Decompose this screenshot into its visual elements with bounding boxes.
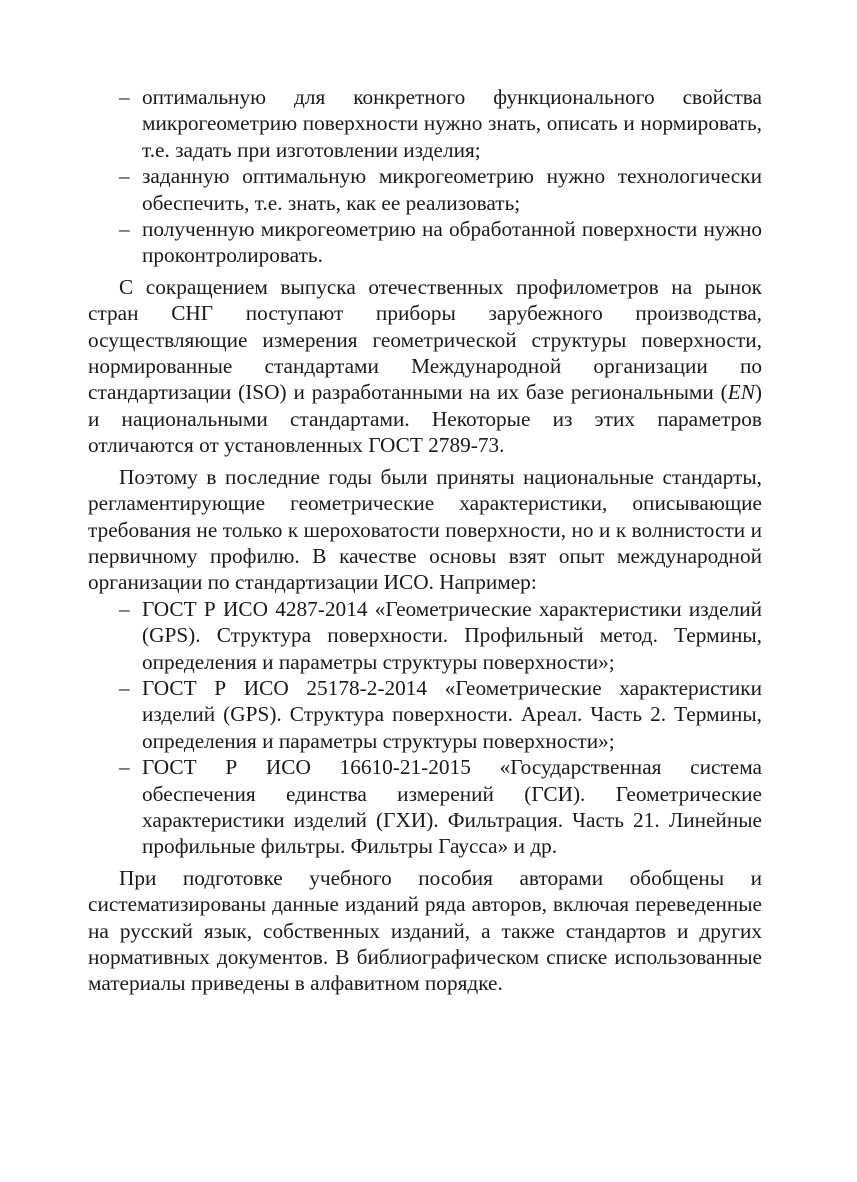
standards-list (88, 596, 762, 860)
list-item-text: полученную микрогеометрию на обработанной поверхности нужно проконтролировать. (142, 217, 762, 268)
paragraph-italic: EN (727, 380, 755, 405)
list-item (88, 675, 762, 754)
paragraph-standards: Поэтому в последние годы были приняты национальные стандарты, регламентирующие геометрические характеристики, описывающие требования не только к шероховатости поверхности, но и к волнистости и первичному профилю. В качестве основы взят опыт международной организации по стандартизации ИСО. Например: (88, 464, 762, 595)
list-dash: – (119, 755, 130, 780)
list-item-text: оптимальную для конкретного функционального свойства микрогеометрию поверхности нужно знать, описать и нормировать, т.е. задать при изготовлении изделия; (142, 85, 762, 162)
list-item-text: ГОСТ Р ИСО 4287-2014 «Геометрические характеристики изделий (GPS). Структура поверхности. Профильный метод. Термины, определения и параметры структуры поверхности»; (142, 596, 762, 674)
list-dash: – (119, 164, 130, 189)
paragraph-textbook: При подготовке учебного пособия авторами обобщены и систематизированы данные изданий ряда авторов, включая переведенные на русский язык, собственных изданий, а также стандартов и других нормативных документов. В библиографическом списке использованные материалы приведены в алфавитном порядке. (88, 865, 762, 996)
requirements-list (88, 84, 762, 269)
list-dash: – (119, 85, 130, 109)
paragraph-profilometers (88, 274, 762, 459)
list-item (88, 163, 762, 216)
list-dash: – (119, 675, 130, 700)
paragraph-text: С сокращением выпуска отечественных профилометров на рынок стран СНГ поступают приборы зарубежного производства, осуществляющие измерения геометрической структуры поверхности, нормированные стандартами Международной организации по стандартизации (ISO) и разработанными на их базе региональными ( (88, 274, 762, 405)
list-dash: – (119, 217, 130, 242)
document-page (88, 84, 762, 997)
list-item (88, 84, 762, 163)
list-item-text: ГОСТ Р ИСО 25178-2-2014 «Геометрические характеристики изделий (GPS). Структура поверхности. Ареал. Часть 2. Термины, определения и параметры структуры поверхности»; (142, 675, 762, 753)
paragraph-text: ) и национальными стандартами. Некоторые из этих параметров отличаются от установленных ГОСТ 2789-73. (88, 380, 762, 458)
list-item (88, 216, 762, 269)
list-item (88, 754, 762, 860)
list-item (88, 596, 762, 675)
list-item-text: заданную оптимальную микрогеометрию нужно технологически обеспечить, т.е. знать, как ее реализовать; (142, 164, 762, 215)
list-item-text: ГОСТ Р ИСО 16610-21-2015 «Государственная система обеспечения единства измерений (ГСИ). Геометрические характеристики изделий (ГХИ). Фильтрация. Часть 21. Линейные профильные фильтры. Фильтры Гаусса» и др. (142, 755, 762, 859)
list-dash: – (119, 596, 130, 621)
